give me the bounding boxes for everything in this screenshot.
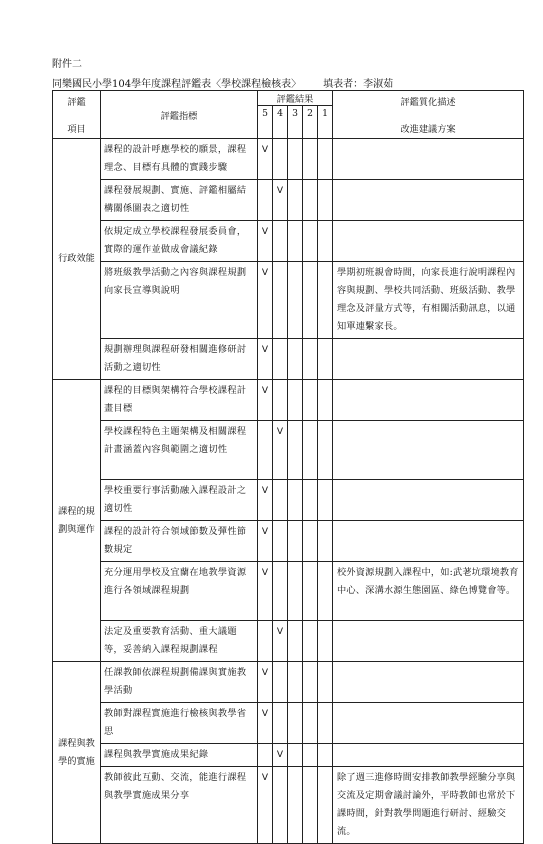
score-cell-1 — [318, 703, 333, 744]
table-row — [53, 662, 524, 703]
score-cell-1 — [318, 180, 333, 221]
indicator-cell: 依規定成立學校課程發展委員會，實際的運作並做成會議紀錄 — [101, 221, 258, 262]
score-cell-4 — [273, 180, 288, 221]
table-body — [53, 139, 524, 844]
score-cell-3 — [288, 662, 303, 703]
score-cell-4 — [273, 744, 288, 767]
table-row — [53, 421, 524, 480]
score-cell-4 — [273, 480, 288, 521]
header-item-top: 評鑑 — [67, 97, 86, 108]
indicator-cell: 充分運用學校及宜蘭在地教學資源進行各領域課程規劃 — [101, 562, 258, 621]
check-mark: V — [261, 527, 269, 537]
score-cell-5 — [258, 767, 273, 844]
description-cell — [333, 139, 524, 180]
check-mark: V — [261, 773, 269, 783]
score-cell-5 — [258, 521, 273, 562]
evaluation-table — [52, 90, 524, 844]
indicator-cell: 將班級教學活動之內容與課程規劃向家長宣導與說明 — [101, 262, 258, 339]
score-cell-5 — [258, 703, 273, 744]
table-row — [53, 380, 524, 421]
indicator-cell: 教師彼此互動、交流，能進行課程與教學實施成果分享 — [101, 767, 258, 844]
score-cell-1 — [318, 744, 333, 767]
score-cell-4 — [273, 521, 288, 562]
header-indicator: 評鑑指標 — [101, 91, 258, 139]
score-cell-5 — [258, 221, 273, 262]
header-description — [333, 91, 524, 139]
score-cell-4 — [273, 221, 288, 262]
indicator-cell: 規劃辦理與課程研發相關進修研討活動之適切性 — [101, 339, 258, 380]
indicator-cell: 課程的設計符合領域節數及彈性節數規定 — [101, 521, 258, 562]
check-mark: V — [261, 345, 269, 355]
score-cell-2 — [303, 562, 318, 621]
header-item — [53, 91, 101, 139]
score-cell-5 — [258, 180, 273, 221]
indicator-cell: 課程發展規劃、實施、評鑑相屬結構關係圖表之適切性 — [101, 180, 258, 221]
score-cell-3 — [288, 703, 303, 744]
score-cell-4 — [273, 562, 288, 621]
score-cell-2 — [303, 262, 318, 339]
score-cell-1 — [318, 262, 333, 339]
score-cell-1 — [318, 380, 333, 421]
description-cell — [333, 380, 524, 421]
check-mark: V — [276, 427, 284, 437]
score-cell-2 — [303, 380, 318, 421]
header-desc-bottom: 改進建議方案 — [400, 124, 456, 135]
score-cell-3 — [288, 139, 303, 180]
table-row — [53, 139, 524, 180]
check-mark: V — [261, 386, 269, 396]
check-mark: V — [261, 227, 269, 237]
indicator-cell: 學校重要行事活動融入課程設計之適切性 — [101, 480, 258, 521]
check-mark: V — [276, 627, 284, 637]
score-cell-1 — [318, 139, 333, 180]
indicator-cell: 學校課程特色主題架構及相關課程計畫涵蓋內容與範圍之適切性 — [101, 421, 258, 480]
check-mark: V — [261, 486, 269, 496]
description-cell — [333, 339, 524, 380]
score-cell-3 — [288, 480, 303, 521]
score-cell-2 — [303, 139, 318, 180]
score-cell-1 — [318, 767, 333, 844]
score-cell-1 — [318, 662, 333, 703]
score-cell-4 — [273, 767, 288, 844]
check-mark: V — [276, 750, 284, 760]
header-desc-top: 評鑑質化描述 — [400, 97, 456, 108]
score-cell-5 — [258, 380, 273, 421]
score-cell-3 — [288, 521, 303, 562]
score-header-5: 5 — [258, 106, 273, 139]
score-cell-3 — [288, 767, 303, 844]
description-cell — [333, 621, 524, 662]
score-cell-5 — [258, 621, 273, 662]
check-mark: V — [276, 186, 284, 196]
score-cell-3 — [288, 421, 303, 480]
table-row — [53, 621, 524, 662]
check-mark: V — [261, 668, 269, 678]
score-cell-3 — [288, 262, 303, 339]
score-cell-3 — [288, 339, 303, 380]
score-cell-2 — [303, 339, 318, 380]
table-row — [53, 480, 524, 521]
table-row — [53, 703, 524, 744]
score-cell-1 — [318, 480, 333, 521]
score-cell-5 — [258, 139, 273, 180]
table-row — [53, 744, 524, 767]
check-mark: V — [261, 268, 269, 278]
indicator-cell: 教師對課程實施進行檢核與教學省思 — [101, 703, 258, 744]
description-cell — [333, 744, 524, 767]
score-cell-2 — [303, 521, 318, 562]
score-cell-1 — [318, 521, 333, 562]
check-mark: V — [261, 709, 269, 719]
score-header-1: 1 — [318, 106, 333, 139]
form-title: 同樂國民小學104學年度課程評鑑表〈學校課程檢核表〉 — [52, 79, 302, 90]
score-cell-3 — [288, 380, 303, 421]
score-cell-1 — [318, 339, 333, 380]
score-cell-1 — [318, 221, 333, 262]
table-row — [53, 767, 524, 844]
score-cell-2 — [303, 221, 318, 262]
score-cell-1 — [318, 421, 333, 480]
score-cell-5 — [258, 744, 273, 767]
description-cell: 除了週三進修時間安排教師教學經驗分享與交流及定期會議討論外，平時教師也常於下課時間，針對教學問題進行研討、經驗交流。 — [333, 767, 524, 844]
score-cell-2 — [303, 480, 318, 521]
score-cell-4 — [273, 262, 288, 339]
score-header-3: 3 — [288, 106, 303, 139]
category-cell: 課程的規劃與運作 — [53, 380, 101, 662]
score-cell-4 — [273, 380, 288, 421]
score-cell-5 — [258, 262, 273, 339]
description-cell — [333, 662, 524, 703]
score-cell-3 — [288, 744, 303, 767]
score-cell-2 — [303, 180, 318, 221]
description-cell: 校外資源規劃入課程中，如:武荖坑環境教育中心、深溝水源生態園區、綠色博覽會等。 — [333, 562, 524, 621]
score-cell-5 — [258, 480, 273, 521]
table-row — [53, 339, 524, 380]
indicator-cell: 課程與教學實施成果紀錄 — [101, 744, 258, 767]
description-cell: 學期初班親會時間，向家長進行說明課程內容與規劃、學校共同活動、班級活動、教學理念及評量方式等，有相關活動訊息，以通知單連繫家長。 — [333, 262, 524, 339]
table-row — [53, 562, 524, 621]
score-cell-2 — [303, 767, 318, 844]
score-cell-2 — [303, 744, 318, 767]
appendix-label: 附件二 — [52, 59, 82, 70]
score-cell-2 — [303, 662, 318, 703]
score-cell-2 — [303, 621, 318, 662]
score-cell-4 — [273, 662, 288, 703]
score-header-2: 2 — [303, 106, 318, 139]
table-row — [53, 221, 524, 262]
indicator-cell: 課程的設計呼應學校的願景，課程理念、目標有具體的實踐步驟 — [101, 139, 258, 180]
category-cell: 行政效能 — [53, 139, 101, 380]
check-mark: V — [261, 568, 269, 578]
description-cell — [333, 421, 524, 480]
score-cell-5 — [258, 339, 273, 380]
score-cell-2 — [303, 703, 318, 744]
indicator-cell: 任課教師依課程規劃備課與實施教學活動 — [101, 662, 258, 703]
table-row — [53, 180, 524, 221]
description-cell — [333, 703, 524, 744]
header-results: 評鑑結果 — [258, 91, 333, 106]
score-cell-5 — [258, 562, 273, 621]
check-mark: V — [261, 145, 269, 155]
table-row — [53, 521, 524, 562]
score-cell-5 — [258, 662, 273, 703]
score-cell-4 — [273, 621, 288, 662]
score-cell-4 — [273, 339, 288, 380]
score-header-4: 4 — [273, 106, 288, 139]
score-cell-3 — [288, 562, 303, 621]
score-cell-4 — [273, 703, 288, 744]
score-cell-3 — [288, 621, 303, 662]
description-cell — [333, 221, 524, 262]
description-cell — [333, 480, 524, 521]
score-cell-3 — [288, 180, 303, 221]
filler-name: 填表者：李淑茹 — [323, 79, 394, 90]
score-cell-5 — [258, 421, 273, 480]
score-cell-4 — [273, 421, 288, 480]
description-cell — [333, 180, 524, 221]
table-row — [53, 262, 524, 339]
score-cell-2 — [303, 421, 318, 480]
header-item-bottom: 項目 — [67, 124, 86, 135]
description-cell — [333, 521, 524, 562]
category-cell: 課程與教學的實施 — [53, 662, 101, 844]
indicator-cell: 課程的目標與架構符合學校課程計畫目標 — [101, 380, 258, 421]
indicator-cell: 法定及重要教育活動、重大議題等，妥善納入課程規劃課程 — [101, 621, 258, 662]
score-cell-1 — [318, 562, 333, 621]
score-cell-3 — [288, 221, 303, 262]
score-cell-1 — [318, 621, 333, 662]
score-cell-4 — [273, 139, 288, 180]
form-title-line — [52, 75, 393, 90]
